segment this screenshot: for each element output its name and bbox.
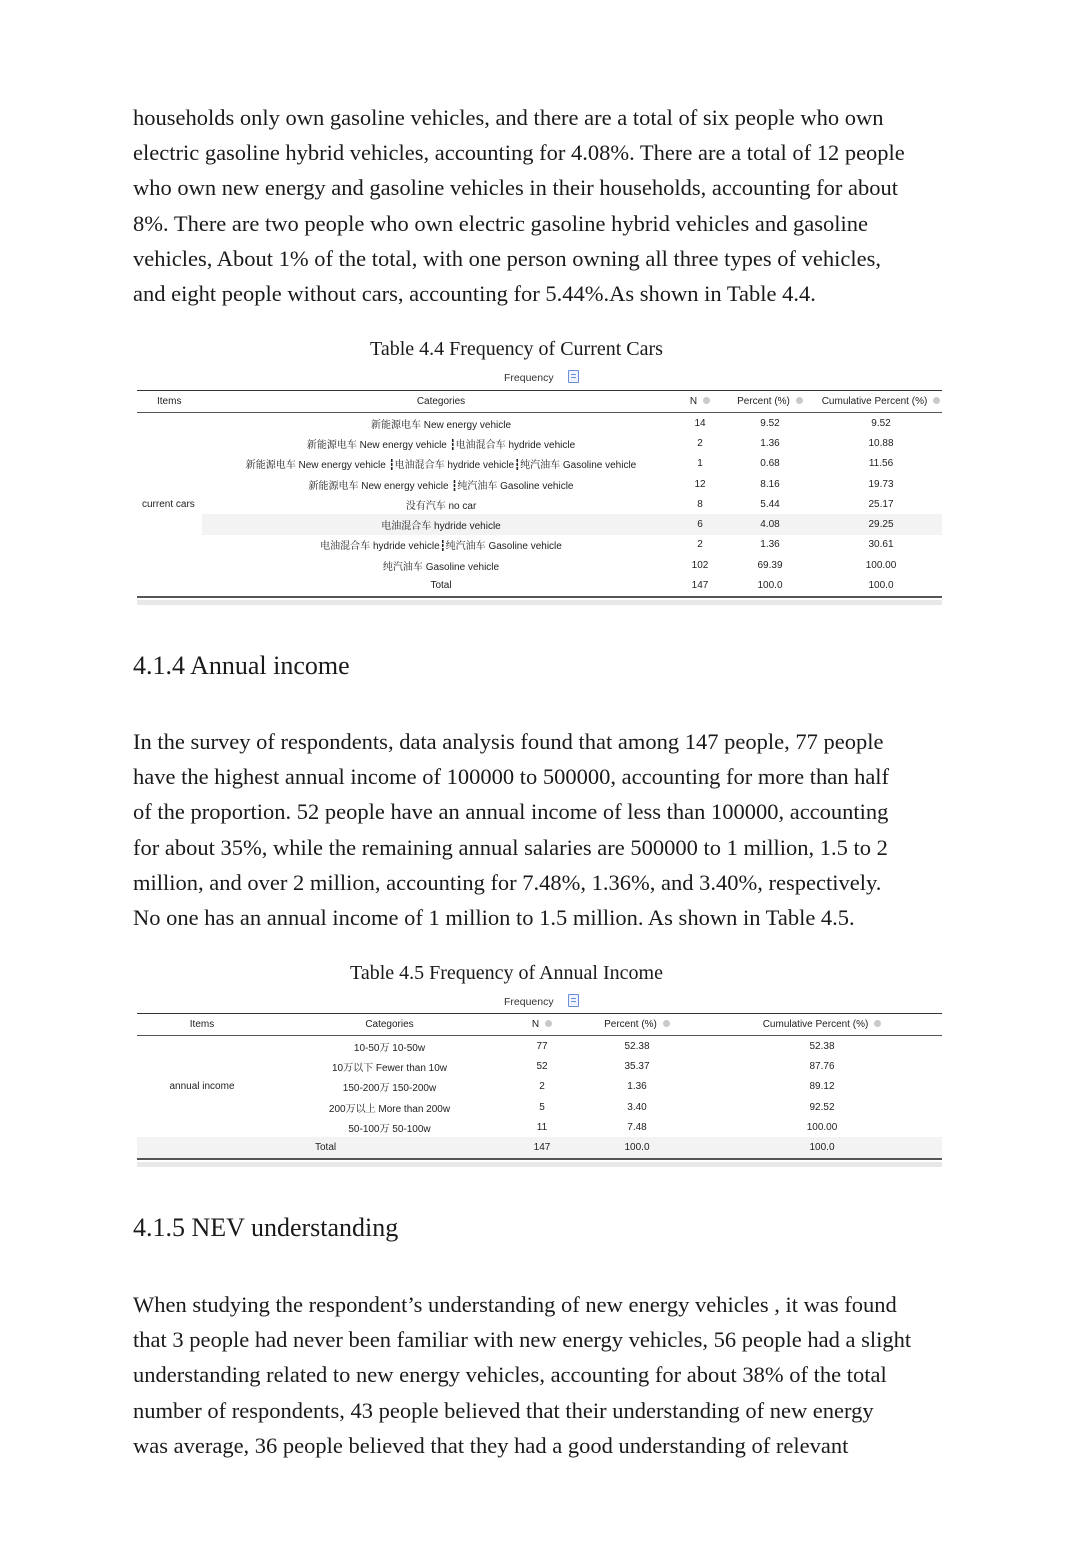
text-line: In the survey of respondents, data analysis found that among 147 people, 77 people: [133, 729, 884, 754]
table-4-4-frequency-label: [504, 370, 579, 384]
table-row: [137, 535, 942, 555]
cumulative-cell: 100.00: [865, 559, 897, 571]
n-cell: 147: [512, 1137, 572, 1158]
frequency-text: Frequency: [504, 372, 554, 384]
table-row: [137, 555, 942, 575]
category-cell: 电油混合车 hydride vehicle┇纯汽油车 Gasoline vehicle: [320, 541, 562, 553]
info-icon[interactable]: [545, 1020, 552, 1027]
n-cell: 2: [539, 1081, 545, 1093]
percent-cell: 1.36: [627, 1081, 647, 1093]
n-cell: 1: [697, 458, 703, 470]
table-total-row: [137, 1137, 942, 1158]
percent-cell: 7.48: [627, 1121, 647, 1133]
table-4-5: [137, 1013, 942, 1160]
header-percent: Percent (%): [572, 1014, 702, 1036]
cumulative-cell: 11.56: [868, 458, 894, 470]
header-categories: Categories: [202, 391, 680, 413]
cumulative-cell: 52.38: [809, 1040, 835, 1052]
category-cell: 没有汽车 no car: [405, 500, 477, 512]
cumulative-cell: 100.00: [806, 1121, 838, 1133]
percent-cell: 100.0: [572, 1137, 702, 1158]
text-line: for about 35%, while the remaining annual salaries are 500000 to 1 million, 1.5 to 2: [133, 834, 888, 860]
item-label: current cars: [142, 498, 195, 510]
item-label: annual income: [169, 1081, 235, 1093]
cumulative-cell: 10.88: [868, 437, 894, 449]
table-header-row: [137, 1014, 942, 1036]
cumulative-cell: 19.73: [868, 478, 894, 490]
table-total-row: [137, 575, 942, 596]
cumulative-cell: 30.61: [868, 539, 894, 551]
cumulative-cell: 100.0: [868, 580, 894, 592]
n-cell: 12: [694, 478, 706, 490]
table-4-4: [137, 390, 942, 598]
table-4-5-frequency-label: [504, 994, 579, 1008]
text-line: that 3 people had never been familiar with new energy vehicles, 56 people had a slight: [133, 1327, 912, 1353]
percent-cell: 4.08: [720, 514, 820, 534]
percent-cell: 1.36: [760, 539, 780, 551]
header-percent: Percent (%): [720, 391, 820, 413]
text-line: have the highest annual income of 100000 to 500000, accounting for more than half: [133, 764, 890, 790]
category-cell: 新能源电车 New energy vehicle ┇电油混合车 hydride vehicle┇纯汽油车 Gasoline vehicle: [245, 460, 637, 472]
n-cell: 147: [691, 580, 709, 592]
n-cell: 6: [680, 514, 720, 534]
n-cell: 2: [697, 437, 703, 449]
table-row-highlighted: [137, 514, 942, 534]
n-cell: 14: [694, 417, 706, 429]
table-footer-shade: [137, 600, 942, 605]
text-line: number of respondents, 43 people believed that their understanding of new energy: [133, 1397, 874, 1423]
paragraph-current-cars: [133, 100, 953, 311]
category-cell: Total: [430, 580, 452, 592]
category-cell: 10万以下 Fewer than 10w: [331, 1062, 448, 1074]
n-cell: 52: [536, 1060, 548, 1072]
percent-cell: 35.37: [624, 1060, 650, 1072]
percent-cell: 9.52: [760, 417, 780, 429]
text-line: vehicles, About 1% of the total, with one person owning all three types of vehicles,: [133, 245, 881, 271]
percent-cell: 69.39: [757, 559, 783, 571]
text-line: million, and over 2 million, accounting for 7.48%, 1.36%, and 3.40%, respectively.: [133, 869, 882, 895]
category-cell: 新能源电车 New energy vehicle ┇电油混合车 hydride vehicle: [306, 439, 576, 451]
percent-cell: 3.40: [627, 1101, 647, 1113]
table-4-5-caption: Table 4.5 Frequency of Annual Income: [350, 962, 663, 984]
percent-cell: 52.38: [624, 1040, 650, 1052]
cumulative-cell: 9.52: [871, 417, 891, 429]
percent-cell: 0.68: [760, 458, 780, 470]
n-cell: 77: [536, 1040, 548, 1052]
table-footer-shade: [137, 1162, 942, 1167]
n-cell: 11: [536, 1121, 548, 1133]
percent-cell: 100.0: [757, 580, 783, 592]
text-line: households only own gasoline vehicles, and there are a total of six people who own: [133, 105, 884, 130]
paragraph-annual-income: [133, 724, 953, 935]
info-icon[interactable]: [933, 397, 940, 404]
table-4-4-caption: Table 4.4 Frequency of Current Cars: [370, 338, 663, 360]
n-cell: 5: [539, 1101, 545, 1113]
section-heading-annual-income: 4.1.4 Annual income: [133, 651, 350, 680]
header-items: Items: [137, 1014, 267, 1036]
text-line: understanding related to new energy vehicles, accounting for about 38% of the total: [133, 1362, 887, 1388]
info-icon[interactable]: [796, 397, 803, 404]
n-cell: 2: [697, 539, 703, 551]
table-row: [137, 454, 942, 474]
text-line: 8%. There are two people who own electric gasoline hybrid vehicles and gasoline: [133, 210, 868, 236]
paragraph-nev-understanding: [133, 1287, 953, 1463]
document-icon[interactable]: [568, 370, 579, 383]
category-cell: 150-200万 150-200w: [342, 1083, 437, 1095]
cumulative-cell: 100.0: [702, 1137, 942, 1158]
total-label: Total: [137, 1137, 512, 1158]
n-cell: 102: [691, 559, 709, 571]
header-categories: Categories: [267, 1014, 512, 1036]
header-n: N: [512, 1014, 572, 1036]
cumulative-cell: 92.52: [809, 1101, 835, 1113]
header-items: Items: [137, 391, 202, 413]
text-line: electric gasoline hybrid vehicles, accounting for 4.08%. There are a total of 12 people: [133, 140, 905, 166]
document-icon[interactable]: [568, 994, 579, 1007]
n-cell: 8: [697, 498, 703, 510]
text-line: No one has an annual income of 1 million to 1.5 million. As shown in Table 4.5.: [133, 905, 855, 931]
table-row: [137, 433, 942, 453]
category-cell: 新能源电车 New energy vehicle ┇纯汽油车 Gasoline vehicle: [308, 480, 574, 492]
table-row: [137, 494, 942, 514]
table-row: [137, 474, 942, 494]
category-cell: 200万以上 More than 200w: [328, 1103, 451, 1115]
header-cumulative-percent: Cumulative Percent (%): [820, 391, 942, 413]
header-cumulative-percent: Cumulative Percent (%): [702, 1014, 942, 1036]
percent-cell: 5.44: [760, 498, 780, 510]
category-cell: 50-100万 50-100w: [348, 1123, 431, 1135]
table-row: [137, 1036, 942, 1057]
category-cell: 新能源电车 New energy vehicle: [370, 419, 512, 431]
text-line: and eight people without cars, accounting for 5.44%.As shown in Table 4.4.: [133, 281, 816, 307]
header-n: N: [680, 391, 720, 413]
percent-cell: 1.36: [760, 437, 780, 449]
percent-cell: 8.16: [760, 478, 780, 490]
info-icon[interactable]: [663, 1020, 670, 1027]
cumulative-cell: 89.12: [809, 1081, 835, 1093]
category-cell: 纯汽油车 Gasoline vehicle: [382, 561, 500, 573]
section-heading-nev-understanding: 4.1.5 NEV understanding: [133, 1213, 399, 1242]
frequency-text: Frequency: [504, 996, 554, 1008]
category-cell: 电油混合车 hydride vehicle: [202, 514, 680, 534]
info-icon[interactable]: [874, 1020, 881, 1027]
text-line: When studying the respondent’s understanding of new energy vehicles , it was found: [133, 1292, 897, 1317]
text-line: of the proportion. 52 people have an annual income of less than 100000, accounting: [133, 799, 889, 825]
cumulative-cell: 29.25: [820, 514, 942, 534]
info-icon[interactable]: [703, 397, 710, 404]
text-line: was average, 36 people believed that they had a good understanding of relevant: [133, 1432, 849, 1458]
table-row: [137, 413, 942, 434]
cumulative-cell: 87.76: [809, 1060, 835, 1072]
text-line: who own new energy and gasoline vehicles in their households, accounting for about: [133, 175, 899, 201]
cumulative-cell: 25.17: [868, 498, 894, 510]
category-cell: 10-50万 10-50w: [353, 1042, 426, 1054]
table-header-row: [137, 391, 942, 413]
